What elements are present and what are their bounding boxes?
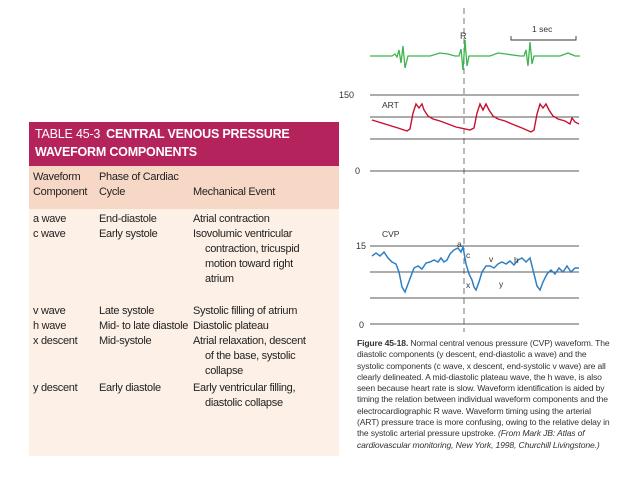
row-event: Early ventricular filling, diastolic collapse [193, 382, 296, 409]
row-phase: Early diastole [99, 382, 161, 394]
cvp-label: CVP [382, 229, 400, 239]
figure-caption [357, 338, 615, 451]
table-title-line1: CENTRAL VENOUS PRESSURE [106, 127, 290, 141]
row-phase: Mid-systole [99, 335, 152, 347]
cvp-trace [372, 247, 579, 292]
wave-label-c: c [466, 250, 471, 260]
row-component: a wave [33, 213, 67, 225]
row-component: y descent [33, 382, 78, 394]
caption-text: Normal central venous pressure (CVP) waveform. The diastolic components (y descent, end-diastolic a wave) and the systolic components (c wave, x descent, end-systolic v wave) are all clearly delineated. A mid-diastolic plateau wave, the h wave, is also seen because heart rate is slow. Waveform identification is aided by timing the relation between individual waveform components and the electrocardiographic R wave. Waveform timing using the arterial (ART) pressure trace is more confusing, owing to the relative delay in the systolic arterial pressure upstroke. [357, 338, 610, 439]
art-label: ART [382, 100, 399, 110]
table-number: TABLE 45-3 [35, 127, 101, 141]
time-scale-bar [511, 36, 576, 40]
row-phase: Early systole [99, 228, 158, 240]
cvp-tick-15: 15 [356, 241, 367, 251]
table-title-line2: WAVEFORM COMPONENTS [35, 145, 197, 159]
row-component: v wave [33, 305, 66, 317]
art-trace [372, 104, 579, 132]
wave-label-y: y [499, 279, 504, 289]
row-event: Atrial contraction [193, 213, 270, 225]
art-tick-0: 0 [355, 166, 361, 176]
header-component: Waveform Component [33, 171, 88, 198]
wave-label-h: h [514, 255, 519, 265]
row-phase: Late systole [99, 305, 155, 317]
header-phase: Phase of Cardiac Cycle [99, 171, 179, 198]
time-scale-label: 1 sec [532, 24, 553, 34]
figure-label: Figure 45-18. [357, 338, 409, 348]
ecg-trace [370, 40, 580, 70]
row-event: Systolic filling of atrium [193, 305, 298, 317]
row-phase: Mid- to late diastole [99, 320, 189, 332]
header-event: Mechanical Event [193, 186, 276, 198]
row-event: Atrial relaxation, descent of the base, systolic collapse [193, 335, 306, 377]
art-tick-150: 150 [339, 90, 355, 100]
row-component: h wave [33, 320, 67, 332]
wave-label-v: v [489, 254, 494, 264]
row-phase: End-diastole [99, 213, 157, 225]
row-event: Diastolic plateau [193, 320, 269, 332]
cvp-tick-0: 0 [359, 320, 365, 330]
r-label: R [460, 31, 467, 41]
wave-label-a: a [457, 239, 462, 249]
row-event: Isovolumic ventricular contraction, tricuspid motion toward right atrium [193, 228, 300, 285]
caption-source: (From Mark JB: Atlas of cardiovascular monitoring, New York, 1998, Churchill Livingstone.) [357, 428, 600, 450]
row-component: x descent [33, 335, 78, 347]
row-component: c wave [33, 228, 66, 240]
wave-label-x: x [466, 280, 471, 290]
